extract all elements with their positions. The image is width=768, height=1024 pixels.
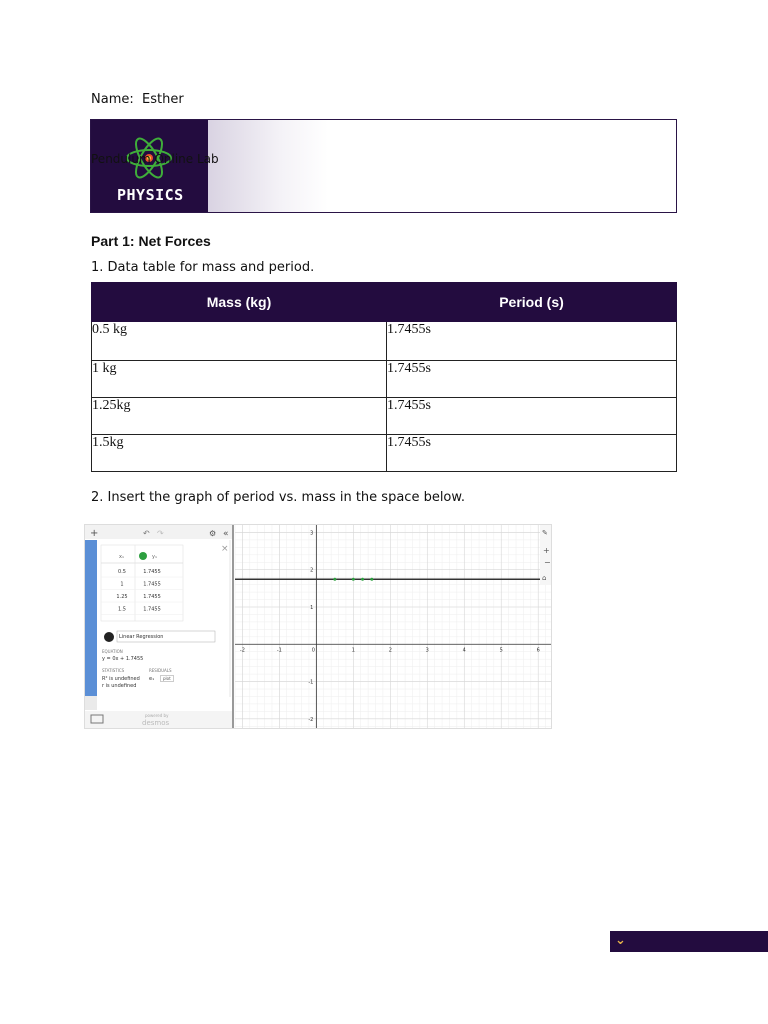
data-point (370, 578, 373, 581)
mass-cell: 1.25kg (92, 398, 387, 435)
name-value: Esther (142, 92, 184, 107)
question-1: 1. Data table for mass and period. (91, 260, 315, 275)
name-label: Name: (91, 92, 134, 107)
plot-button[interactable]: plot (160, 675, 174, 682)
table-row (92, 398, 677, 435)
y-tick-label: 1 (310, 605, 314, 611)
regression-icon (104, 632, 114, 642)
header-mass: Mass (kg) (92, 283, 387, 322)
series-color-icon (139, 552, 147, 560)
part1-heading: Part 1: Net Forces (91, 233, 211, 249)
period-cell: 1.7455s (387, 435, 677, 472)
zoom-in-icon[interactable]: + (543, 546, 550, 555)
col-x-header: x₁ (119, 554, 124, 560)
add-expression-icon[interactable]: + (90, 528, 99, 539)
x-tick-label: 3 (425, 647, 429, 654)
close-expression-icon[interactable]: × (221, 544, 229, 554)
data-point (333, 578, 336, 581)
footer-bar (610, 931, 768, 952)
desmos-brand: desmos (142, 719, 170, 727)
x-tick-label: -2 (239, 647, 245, 654)
desmos-y-cell: 1.7455 (143, 581, 161, 588)
data-point (361, 578, 364, 581)
y-tick-label: -2 (308, 716, 314, 723)
data-point (352, 578, 355, 581)
desmos-x-cell: 0.5 (118, 569, 126, 575)
banner-title: Pendulum Online Lab (91, 152, 219, 166)
home-icon[interactable]: ⌂ (542, 574, 547, 582)
residuals-label: RESIDUALS (149, 668, 172, 673)
table-header-row (92, 283, 677, 322)
x-tick-label: 1 (351, 647, 355, 654)
y-tick-label: -1 (308, 679, 314, 686)
stat-r: r is undefined (102, 683, 137, 689)
question-2: 2. Insert the graph of period vs. mass in the space below. (91, 490, 465, 505)
x-tick-label: 0 (311, 647, 315, 654)
desmos-x-cell: 1 (120, 581, 124, 588)
logo-text: PHYSICS (117, 186, 184, 204)
redo-icon[interactable]: ↷ (157, 529, 164, 538)
x-tick-label: 2 (388, 647, 392, 654)
x-tick-label: -1 (276, 647, 282, 654)
equation-label: EQUATION (102, 649, 123, 654)
col-y-header: y₁ (152, 554, 157, 560)
table-row (92, 435, 677, 472)
mass-cell: 1.5kg (92, 435, 387, 472)
name-line (91, 92, 184, 107)
mass-cell: 1 kg (92, 361, 387, 398)
settings-gear-icon[interactable]: ⚙ (209, 529, 217, 538)
regression-select[interactable]: Linear Regression (119, 634, 164, 640)
collapse-icon[interactable]: « (223, 529, 229, 539)
x-tick-label: 5 (499, 647, 503, 654)
wrench-icon[interactable]: ✎ (542, 529, 548, 537)
y-tick-label: 3 (310, 530, 314, 537)
period-cell: 1.7455s (387, 322, 677, 361)
equation-text: y = 0x + 1.7455 (102, 656, 144, 662)
header-banner (90, 119, 677, 213)
chevron-down-icon[interactable]: ⌄ (615, 933, 626, 948)
period-cell: 1.7455s (387, 398, 677, 435)
y-tick-label: 2 (310, 567, 314, 574)
mass-cell: 0.5 kg (92, 322, 387, 361)
undo-icon[interactable]: ↶ (143, 529, 150, 538)
zoom-out-icon[interactable]: − (544, 558, 551, 567)
powered-by: powered by (145, 713, 169, 718)
table-row (92, 322, 677, 361)
x-tick-label: 4 (462, 647, 466, 654)
desmos-graph-screenshot (84, 524, 552, 729)
table-row (92, 361, 677, 398)
x-tick-label: 6 (536, 647, 540, 654)
desmos-y-cell: 1.7455 (143, 594, 161, 600)
desmos-x-cell: 1.5 (118, 606, 126, 613)
desmos-y-cell: 1.7455 (143, 606, 161, 613)
desmos-y-cell: 1.7455 (143, 569, 161, 575)
physics-logo (91, 120, 208, 213)
banner-fade (208, 120, 328, 213)
stat-r2: R² is undefined (102, 676, 140, 682)
residual-var: e₁ (149, 676, 155, 682)
data-table (91, 282, 677, 472)
statistics-label: STATISTICS (102, 668, 125, 673)
period-cell: 1.7455s (387, 361, 677, 398)
header-period: Period (s) (387, 283, 677, 322)
desmos-x-cell: 1.25 (116, 594, 128, 600)
